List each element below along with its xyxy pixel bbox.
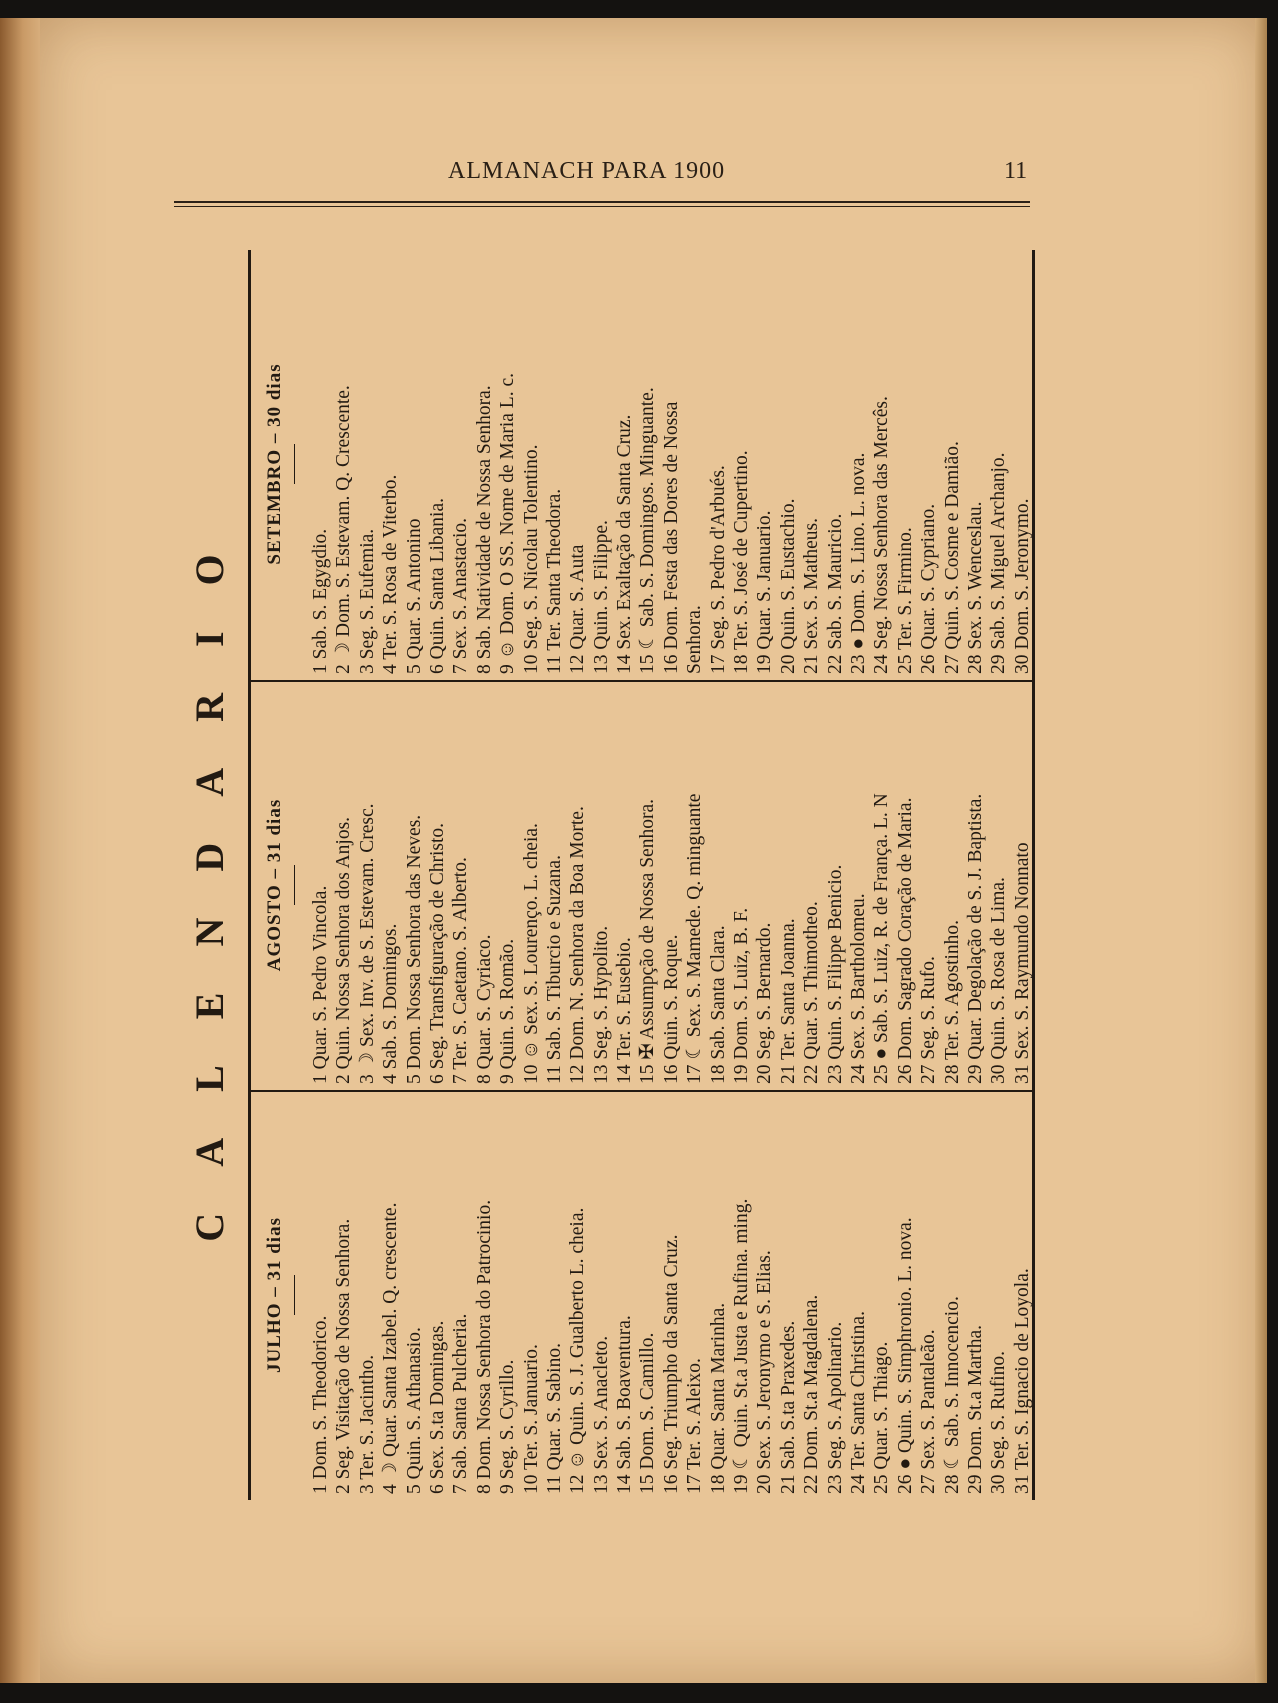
calendar-day-entry: 9 Seg. S. Cyrillo. bbox=[497, 1359, 519, 1494]
header-rule bbox=[174, 201, 1030, 203]
calendar-day-entry: 12 ☺ Quin. S. J. Gualberto L. cheia. bbox=[567, 1207, 589, 1494]
calendar-day-entry: 6 Quin. Santa Libania. bbox=[426, 497, 448, 674]
calendar-day-entry: 23 ● Dom. S. Lino. L. nova. bbox=[847, 452, 869, 674]
calendar-day-entry: 28 Sex. S. Wenceslau. bbox=[964, 501, 986, 674]
column-divider bbox=[251, 680, 1032, 682]
calendar-day-entry: 2 Seg. Visitação de Nossa Senhora. bbox=[333, 1218, 355, 1494]
calendar-day-entry: 27 Quin. S. Cosme e Damião. bbox=[941, 441, 963, 674]
calendar-day-entry: 4 ☽ Quar. Santa Izabel. Q. crescente. bbox=[380, 1202, 402, 1494]
heading-rule bbox=[294, 444, 295, 484]
calendar-day-entry: 30 Seg. S. Rufino. bbox=[988, 1350, 1010, 1494]
calendar-day-entry: 5 Dom. Nossa Senhora das Neves. bbox=[403, 814, 425, 1084]
calendar-day-entry: 18 Quar. Santa Marinha. bbox=[707, 1302, 729, 1494]
calendar-day-entry: 17 Ter. S. Aleixo. bbox=[684, 1358, 706, 1494]
calendar-day-entry: 26 ● Quin. S. Simphronio. L. nova. bbox=[894, 1217, 916, 1494]
running-header-title: ALMANACH PARA 1900 bbox=[448, 158, 726, 184]
calendar-day-entry: 11 Ter. Santa Theodora. bbox=[543, 488, 565, 674]
calendar-day-entry: 20 Quin. S. Eustachio. bbox=[777, 498, 799, 674]
calendar-day-entry: 7 Ter. S. Caetano. S. Alberto. bbox=[450, 857, 472, 1084]
calendar-day-entry: 21 Sab. S.ta Praxedes. bbox=[777, 1320, 799, 1494]
calendar-day-entry: 14 Sex. Exaltação da Santa Cruz. bbox=[614, 414, 636, 674]
calendar-day-entry: 1 Dom. S. Theodorico. bbox=[310, 1315, 331, 1494]
julho-heading: JULHO – 31 dias bbox=[264, 1217, 285, 1373]
calendar-day-entry: 8 Dom. Nossa Senhora do Patrocinio. bbox=[473, 1199, 495, 1494]
calendar-day-entry: 24 Ter. Santa Christina. bbox=[847, 1311, 869, 1494]
calendar-day-entry: 12 Quar. S. Auta bbox=[567, 544, 589, 674]
calendar-day-entry: 1 Sab. S. Egygdio. bbox=[310, 528, 331, 674]
calendar-day-entry: 17 Seg. S. Pedro d'Arbués. bbox=[707, 465, 729, 674]
column-divider bbox=[251, 1090, 1032, 1092]
calendar-day-entry: 14 Sab. S. Boaventura. bbox=[614, 1315, 636, 1494]
calendar-day-entry: 7 Sab. Santa Pulcheria. bbox=[450, 1313, 472, 1494]
calendar-day-entry: 18 Ter. S. José de Cupertino. bbox=[731, 450, 753, 674]
calendar-day-entry: 13 Sex. S. Anacleto. bbox=[590, 1335, 612, 1494]
calendar-day-entry: 6 Seg. Transfiguração de Christo. bbox=[426, 822, 448, 1084]
calendar-day-entry: 22 Dom. St.a Magdalena. bbox=[801, 1294, 823, 1494]
calendar-day-entry: 16 Dom. Festa das Dores de Nossa bbox=[660, 401, 682, 674]
calendar-day-entry: 18 Sab. Santa Clara. bbox=[707, 925, 729, 1084]
calendar-day-entry: 24 Sex. S. Bartholomeu. bbox=[847, 893, 869, 1084]
calendar-day-entry: 21 Ter. Santa Joanna. bbox=[777, 918, 799, 1084]
setembro-day-list bbox=[309, 254, 1034, 674]
calendar-day-entry: 12 Dom. N. Senhora da Boa Morte. bbox=[567, 806, 589, 1084]
calendar-day-entry: 3 Ter. S. Jacintho. bbox=[356, 1354, 378, 1494]
calendar-day-entry: 13 Quin. S. Filippe. bbox=[590, 520, 612, 674]
calendar-rotated-block bbox=[180, 250, 1040, 1500]
calendar-day-entry: 3 Seg. S. Eufemia. bbox=[356, 528, 378, 674]
calendar-day-entry: 6 Sex. S.ta Domingas. bbox=[426, 1320, 448, 1494]
setembro-heading: SETEMBRO – 30 dias bbox=[264, 363, 285, 565]
calendar-day-entry: 11 Sab. S. Tiburcio e Suzana. bbox=[543, 855, 565, 1084]
calendar-day-entry: 23 Seg. S. Apolinario. bbox=[824, 1321, 846, 1494]
calendar-day-entry: 8 Sab. Natividade de Nossa Senhora. bbox=[473, 385, 495, 674]
calendar-day-entry: 28 ☾ Sab. S. Innocencio. bbox=[941, 1296, 963, 1494]
calendar-day-entry: 16 Seg. Triumpho da Santa Cruz. bbox=[660, 1234, 682, 1494]
calendar-day-entry: 10 ☺ Sex. S. Lourenço. L. cheia. bbox=[520, 823, 542, 1084]
calendar-day-entry: 26 Dom. Sagrado Coração de Maria. bbox=[894, 797, 916, 1084]
calendar-day-entry: 5 Quar. S. Antonino bbox=[403, 518, 425, 674]
calendar-day-entry: 4 Ter. S. Rosa de Viterbo. bbox=[380, 474, 402, 674]
calendar-day-entry: 15 ☾ Sab. S. Domingos. Minguante. bbox=[637, 387, 659, 674]
agosto-heading: AGOSTO – 31 dias bbox=[264, 798, 285, 972]
calendar-day-entry: 7 Sex. S. Anastacio. bbox=[450, 518, 472, 674]
calendar-day-entry: 25 Ter. S. Firmino. bbox=[894, 527, 916, 674]
page-number: 11 bbox=[1004, 158, 1028, 184]
calendar-day-entry: 31 Sex. S. Raymundo Nonnato bbox=[1011, 842, 1033, 1084]
calendar-day-entry: 13 Seg. S. Hypolito. bbox=[590, 925, 612, 1084]
calendar-day-entry: 19 Dom. S. Luiz, B. F. bbox=[731, 907, 753, 1084]
calendar-day-entry: 17 ☾ Sex. S. Mamede. Q. minguante bbox=[684, 793, 706, 1084]
column-julho bbox=[260, 1096, 1033, 1494]
calendar-day-entry: 2 ☽ Dom. S. Estevam. Q. Crescente. bbox=[333, 385, 355, 674]
calendar-day-entry: 30 Quin. S. Rosa de Lima. bbox=[988, 877, 1010, 1084]
calendar-day-entry: 9 ☺ Dom. O SS. Nome de Maria L. c. bbox=[497, 373, 519, 674]
calendar-day-entry: 27 Sex. S. Pantaleão. bbox=[918, 1329, 940, 1494]
calendar-day-entry: 19 Quar. S. Januario. bbox=[754, 510, 776, 674]
calendar-day-entry: 20 Sex. S. Jeronymo e S. Elias. bbox=[754, 1250, 776, 1494]
agosto-day-list bbox=[309, 686, 1034, 1084]
calendar-day-entry: 8 Quar. S. Cyriaco. bbox=[473, 934, 495, 1084]
calendar-day-entry: 10 Ter. S. Januario. bbox=[520, 1344, 542, 1494]
calendar-day-entry: 10 Seg. S. Nicolau Tolentino. bbox=[520, 444, 542, 674]
heading-rule bbox=[294, 1275, 295, 1315]
header-rule-thin bbox=[174, 206, 1030, 207]
calendar-day-entry: 22 Sab. S. Mauricio. bbox=[824, 513, 846, 674]
calendar-day-entry: 26 Quar. S. Cypriano. bbox=[918, 503, 940, 674]
calendar-day-entry: 1 Quar. S. Pedro Vincola. bbox=[310, 885, 331, 1084]
calendar-day-entry: Senhora. bbox=[684, 605, 706, 674]
calendar-day-entry: 9 Quin. S. Romão. bbox=[497, 938, 519, 1084]
calendar-day-entry: 29 Quar. Degolação de S. J. Baptista. bbox=[964, 793, 986, 1084]
column-agosto bbox=[260, 686, 1033, 1084]
calendar-day-entry: 2 Quin. Nossa Senhora dos Anjos. bbox=[333, 816, 355, 1084]
calendar-day-entry: 29 Dom. St.a Martha. bbox=[964, 1325, 986, 1494]
calendar-day-entry: 25 ● Sab. S. Luiz, R. de França. L. N bbox=[871, 793, 893, 1084]
calendar-day-entry: 25 Quar. S. Thiago. bbox=[871, 1341, 893, 1494]
calendar-day-entry: 15 Dom. S. Camillo. bbox=[637, 1332, 659, 1494]
calendar-frame-top bbox=[248, 250, 251, 1500]
heading-rule bbox=[294, 865, 295, 905]
calendar-day-entry: 27 Seg. S. Rufo. bbox=[918, 956, 940, 1084]
calendar-day-entry: 16 Quin. S. Roque. bbox=[660, 934, 682, 1084]
calendar-day-entry: 19 ☾ Quin. St.a Justa e Rufina. ming. bbox=[731, 1198, 753, 1494]
page-edge bbox=[1255, 18, 1267, 1683]
calendar-day-entry: 4 Sab. S. Domingos. bbox=[380, 923, 402, 1084]
calendar-day-entry: 3 ☽ Sex. Inv. de S. Estevam. Cresc. bbox=[356, 803, 378, 1084]
calendar-day-entry: 31 Ter. S. Ignacio de Loyola. bbox=[1011, 1268, 1033, 1494]
calendar-day-entry: 24 Seg. Nossa Senhora das Mercês. bbox=[871, 396, 893, 674]
calendar-day-entry: 20 Seg. S. Bernardo. bbox=[754, 922, 776, 1084]
julho-day-list bbox=[309, 1096, 1034, 1494]
calendar-day-entry: 23 Quin. S. Filippe Benicio. bbox=[824, 864, 846, 1084]
calendar-day-entry: 21 Sex. S. Matheus. bbox=[801, 518, 823, 674]
calendar-title: CALENDARIO bbox=[187, 508, 232, 1242]
column-setembro bbox=[260, 254, 1033, 674]
calendar-day-entry: 29 Sab. S. Miguel Archanjo. bbox=[988, 452, 1010, 674]
calendar-day-entry: 22 Quar. S. Thimotheo. bbox=[801, 901, 823, 1084]
calendar-day-entry: 14 Ter. S. Eusebio. bbox=[614, 937, 636, 1084]
calendar-day-entry: 15 ✠ Assumpção de Nossa Senhora. bbox=[637, 799, 659, 1084]
calendar-day-entry: 30 Dom. S. Jeronymo. bbox=[1011, 498, 1033, 674]
calendar-day-entry: 28 Ter. S. Agostinho. bbox=[941, 919, 963, 1084]
calendar-day-entry: 5 Quin. S. Athanasio. bbox=[403, 1327, 425, 1494]
calendar-day-entry: 11 Quar. S. Sabino. bbox=[543, 1343, 565, 1494]
